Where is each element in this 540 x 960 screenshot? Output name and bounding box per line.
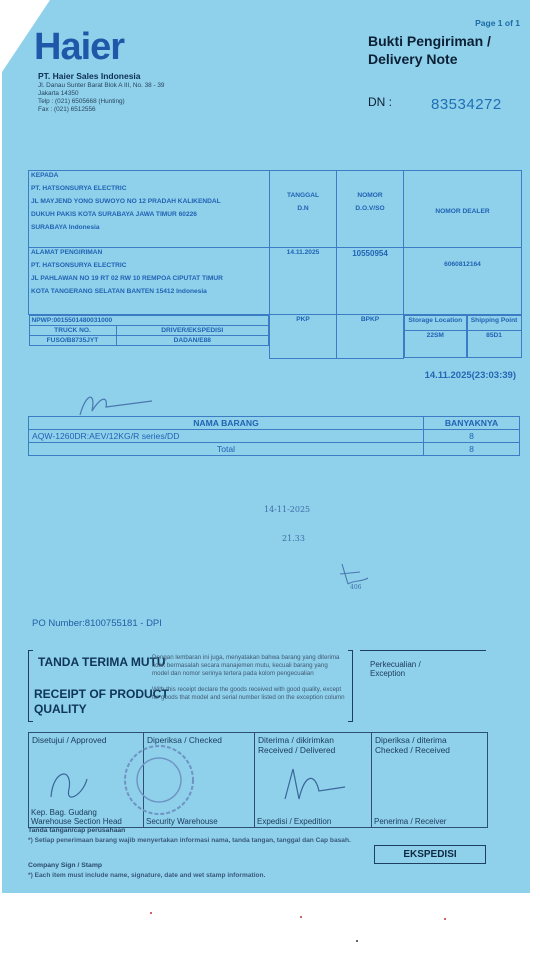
speck (300, 916, 302, 918)
receipt-title-en-line: QUALITY (34, 702, 87, 716)
sig-bottom: Security Warehouse (146, 817, 218, 826)
alamat-line: JL PAHLAWAN NO 19 RT 02 RW 10 REMPOA CIPUTAT TIMUR (31, 275, 223, 282)
signature-checked (144, 733, 255, 828)
approver-signature (43, 759, 113, 805)
sig-top: Diperiksa / diterima (375, 735, 447, 745)
kepada-line: DUKUH PAKIS KOTA SURABAYA JAWA TIMUR 60226 (31, 211, 197, 218)
shipping-subtable (467, 315, 522, 358)
receipt-desc-en: With this receipt declare the goods received with good quality, except for goods that model and serial number listed on the exception column (152, 686, 345, 701)
alamat-line: KOTA TANGERANG SELATAN BANTEN 15412 Indonesia (31, 288, 207, 295)
bracket-right (348, 650, 353, 722)
footer-note-id: *) Setiap penerimaan barang wajib menyertakan informasi nama, tanda tangan, tanggal dan Cap basah. (28, 837, 351, 844)
items-table (28, 416, 520, 456)
delivery-note-paper (2, 0, 530, 893)
kepada-line: SURABAYA Indonesia (31, 224, 100, 231)
alamat-label: ALAMAT PENGIRIMAN (31, 249, 103, 256)
dealer-label: NOMOR DEALER (435, 208, 490, 215)
dn-label: DN : (368, 95, 392, 109)
shipping-label: Shipping Point (467, 316, 521, 331)
sig-bottom-line: Kep. Bag. Gudang (31, 808, 97, 817)
truck-subtable (29, 315, 270, 346)
dealer-value: 6060812164 (444, 261, 481, 268)
tanggal-label: TANGGAL (286, 192, 320, 199)
signature-received (372, 733, 488, 828)
total-value: 8 (424, 443, 520, 456)
address-line: Jl. Danau Sunter Barat Blok A III, No. 38 - 39 (38, 82, 165, 89)
npwp-truck-cell (29, 315, 270, 359)
company-stamp-icon (104, 741, 214, 819)
driver-value: DADAN/E88 (116, 336, 269, 346)
handwritten-initials (334, 560, 374, 590)
exception-line: Exception (370, 669, 406, 678)
storage-subtable (404, 315, 467, 358)
receipt-title-en-line: RECEIPT OF PRODUCT (34, 687, 169, 701)
address-line: Telp : (021) 6505668 (Hunting) (38, 98, 125, 105)
bpkp-label: BPKP (337, 315, 404, 359)
storage-value: 22SM (405, 331, 467, 358)
bracket-left (28, 650, 33, 722)
kepada-cell (29, 171, 270, 248)
signature-delivered (255, 733, 372, 828)
dn-number: 83534272 (431, 96, 502, 113)
storage-label: Storage Location (405, 316, 467, 331)
speck (444, 918, 446, 920)
receipt-title-en (34, 687, 169, 717)
do-label: D.O.V/SO (355, 205, 385, 212)
dn-col-label: D.N (297, 205, 309, 212)
driver-label: DRIVER/EKSPEDISI (116, 326, 269, 336)
truck-value: FUSO/B8735JYT (29, 336, 116, 346)
pkp-label: PKP (270, 315, 337, 359)
tanggal-header (270, 171, 337, 248)
table-row (29, 430, 520, 443)
sig-top: Diterima / dikirimkan (258, 735, 334, 745)
nomor-label: NOMOR (357, 192, 383, 199)
signature-table (28, 732, 488, 828)
item-qty: 8 (424, 430, 520, 443)
npwp: NPWP:0015501480031000 (29, 316, 269, 326)
exception-label (370, 660, 421, 678)
ekspedisi-label: EKSPEDISI (374, 845, 486, 864)
sig-bottom: Expedisi / Expedition (257, 817, 332, 826)
address-line: Fax : (021) 6512556 (38, 106, 96, 113)
item-name: AQW-1260DR:AEV/12KG/R series/DD (29, 430, 424, 443)
speck (356, 940, 358, 942)
company-name: PT. Haier Sales Indonesia (38, 71, 141, 81)
po-number: PO Number:8100755181 - DPI (32, 618, 162, 629)
haier-logo: Haier (34, 26, 125, 68)
title-line: Bukti Pengiriman / (368, 33, 491, 49)
alamat-line: PT. HATSONSURYA ELECTRIC (31, 262, 127, 269)
alamat-cell (29, 248, 270, 315)
sig-bottom-line: Warehouse Section Head (31, 817, 122, 826)
col-nama-barang: NAMA BARANG (29, 417, 424, 430)
receipt-desc-id: Dengan lembaran ini juga, menyatakan bahwa barang yang diterima tidak bermasalah secara manajemen mutu, kecuali barang yang model dan nomor serinya tertera pada kolom pengecualian (152, 654, 340, 677)
col-banyaknya: BANYAKNYA (424, 417, 520, 430)
sig-top: Diperiksa / Checked (147, 735, 222, 745)
total-label: Total (29, 443, 424, 456)
kepada-label: KEPADA (31, 172, 59, 179)
receipt-section (28, 650, 488, 722)
receipt-title-id: TANDA TERIMA MUTU (38, 655, 166, 669)
sig-top: Disetujui / Approved (32, 735, 107, 745)
expedition-signature (275, 763, 355, 807)
kepada-line: PT. HATSONSURYA ELECTRIC (31, 185, 127, 192)
sig-bottom: Penerima / Receiver (374, 817, 447, 826)
handwritten-note: 406 (350, 584, 362, 591)
shipping-cell (467, 315, 522, 359)
speck (150, 912, 152, 914)
handwritten-date: 14-11-2025 (264, 505, 311, 514)
dealer-header (404, 171, 522, 248)
sig-top: Received / Delivered (258, 745, 336, 755)
dealer-value-cell (404, 248, 522, 315)
title-line: Delivery Note (368, 51, 458, 67)
sig-top: Checked / Received (375, 745, 450, 755)
nomor-header (337, 171, 404, 248)
handwritten-time: 21.33 (282, 534, 305, 543)
footer-note-en: *) Each item must include name, signature, date and wet stamp information. (28, 872, 266, 879)
kepada-line: JL MAYJEND YONO SUWOYO NO 12 PRADAH KALIKENDAL (31, 198, 221, 205)
nomor-value: 10550954 (337, 248, 404, 315)
storage-cell (404, 315, 467, 359)
exception-line: Perkecualian / (370, 660, 421, 669)
delivery-info-table (28, 170, 522, 359)
print-timestamp: 14.11.2025(23:03:39) (424, 370, 516, 381)
truck-label: TRUCK NO. (29, 326, 116, 336)
footer-note-id-title: Tanda tangan/cap perusahaan (28, 827, 126, 834)
page-counter: Page 1 of 1 (475, 18, 520, 28)
shipping-value: 85D1 (467, 331, 521, 358)
tanggal-value: 14.11.2025 (270, 248, 337, 315)
address-line: Jakarta 14350 (38, 90, 79, 97)
document-title (368, 32, 491, 68)
footer-note-en-title: Company Sign / Stamp (28, 862, 103, 869)
